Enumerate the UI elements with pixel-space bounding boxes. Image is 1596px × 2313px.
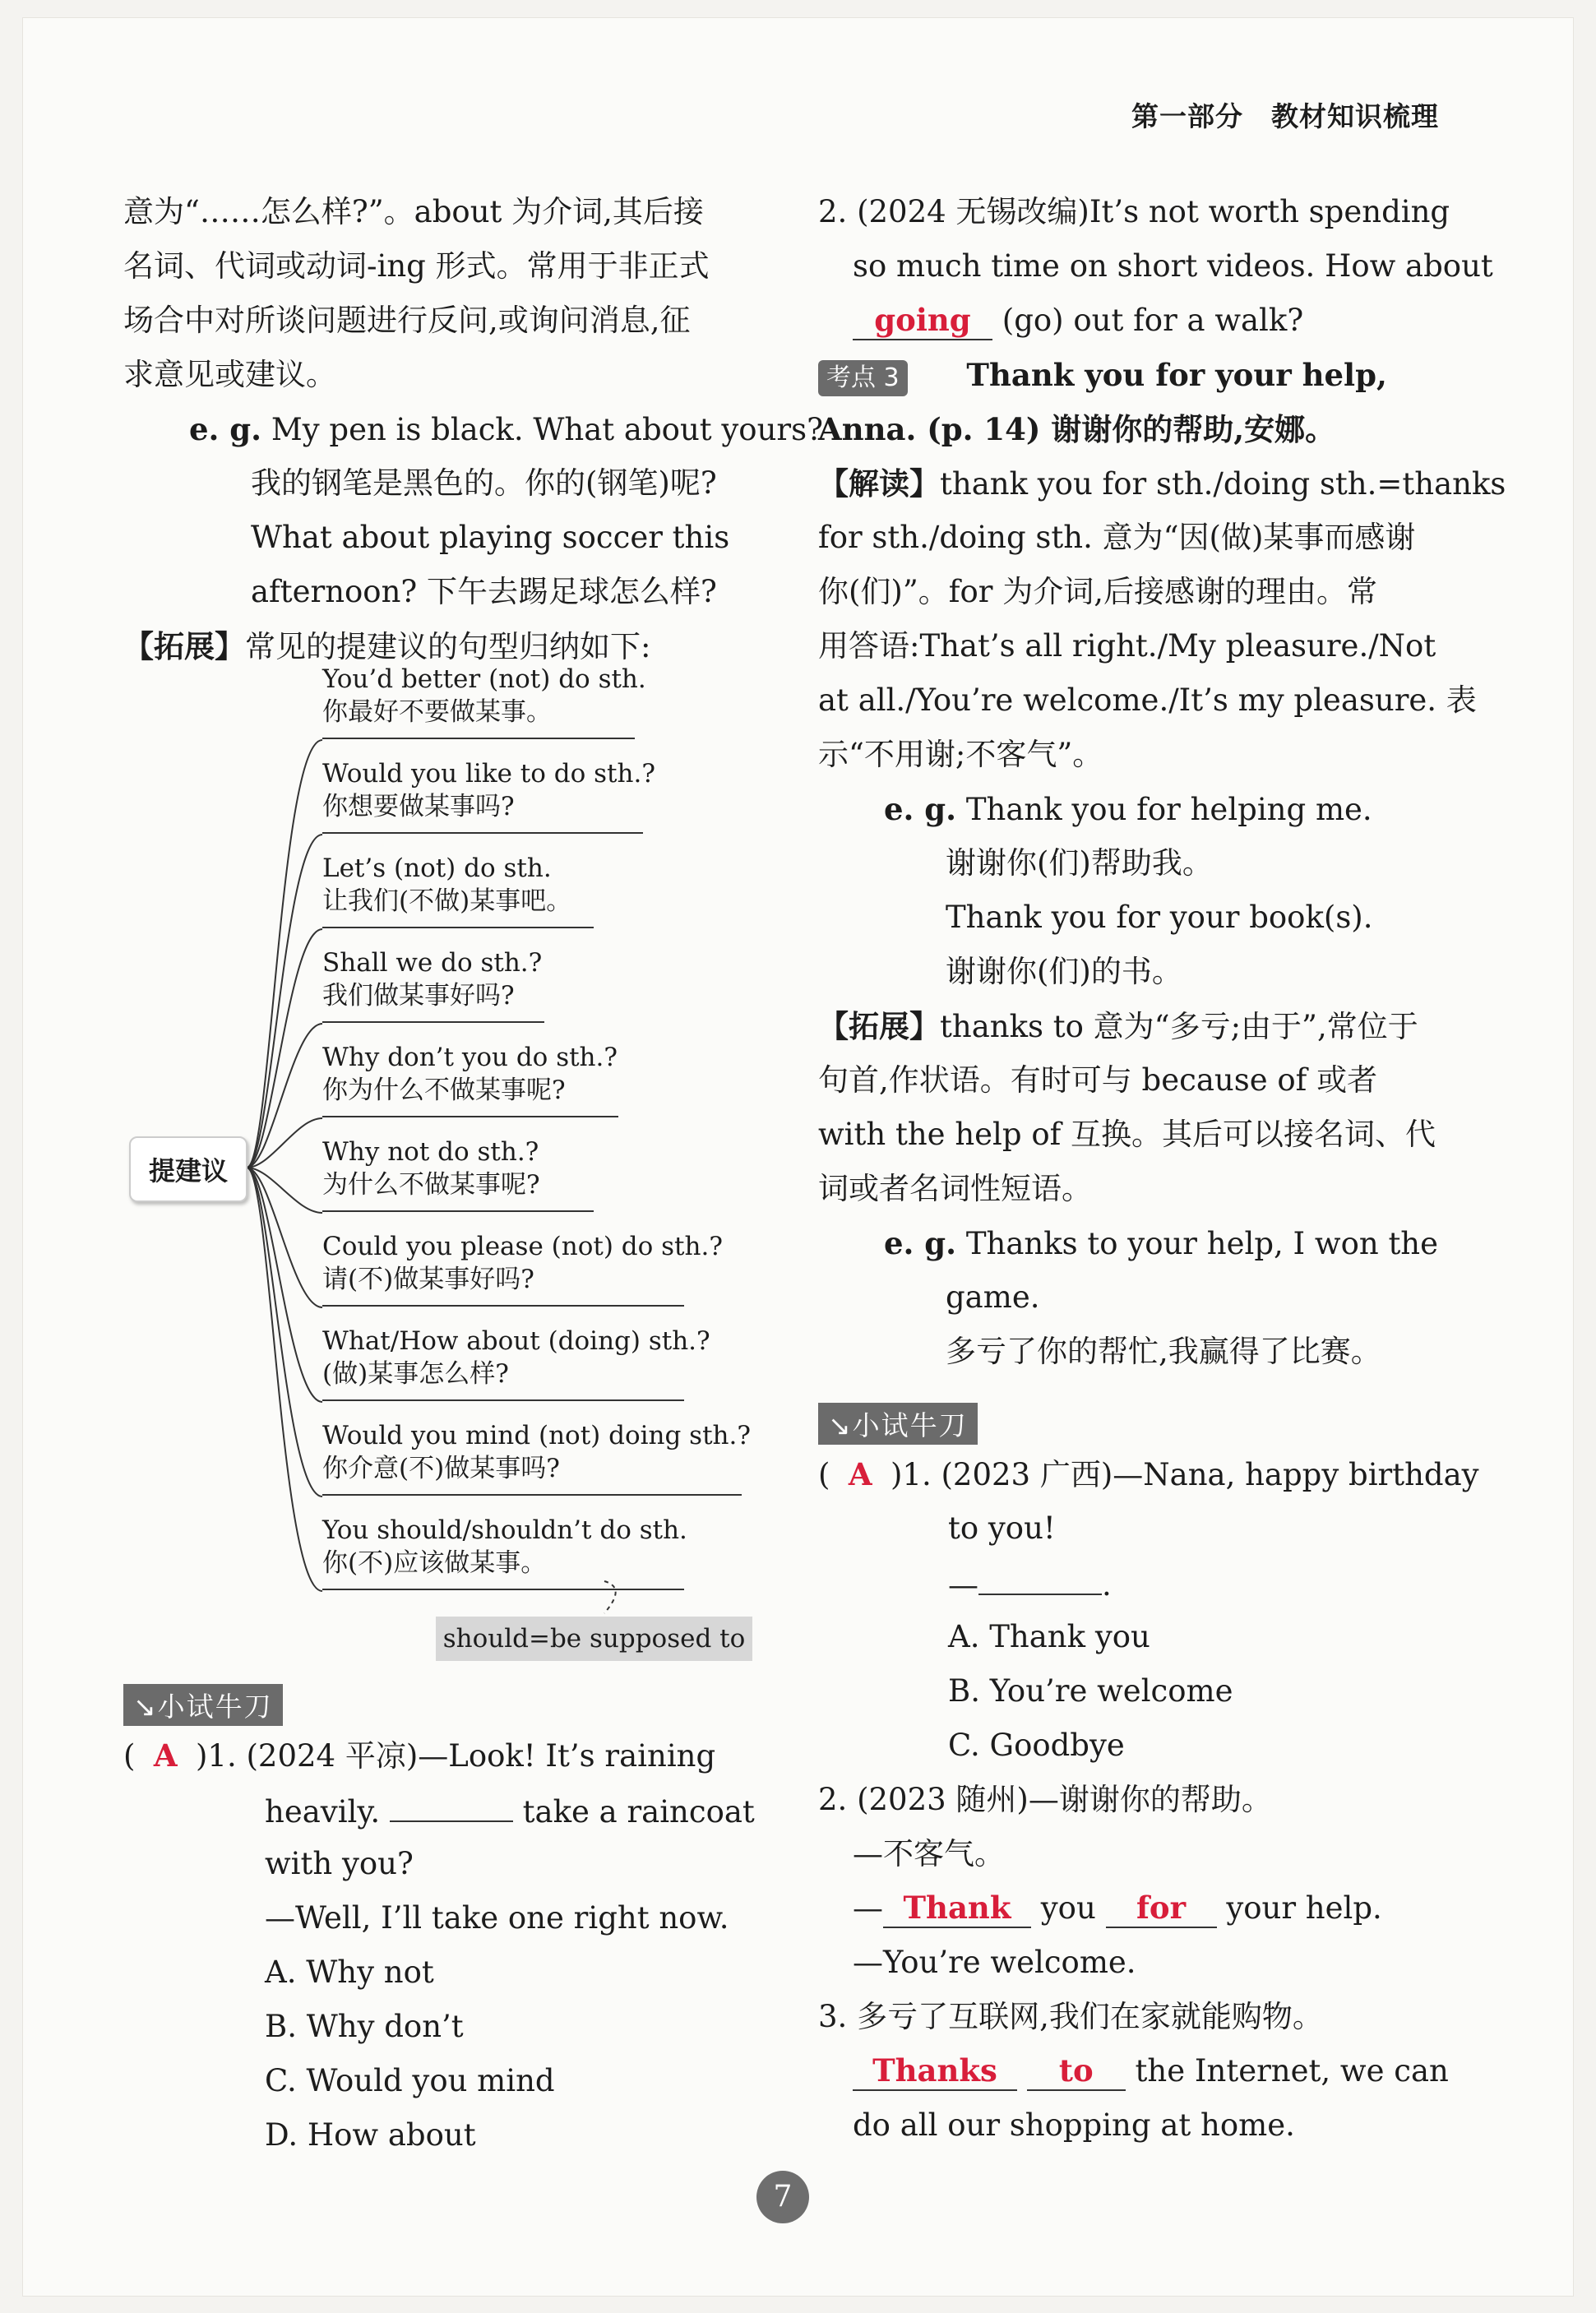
question-line: [818, 1447, 1479, 1501]
kaodian-line: [818, 348, 1451, 402]
question-2-line: 2. (2024 无锡改编)It’s not worth spending: [818, 194, 1450, 229]
example-text: Thank you for helping me.: [965, 792, 1372, 827]
practice-tag: ↘小试牛刀: [818, 1403, 978, 1445]
practice-tag: ↘小试牛刀: [123, 1684, 283, 1726]
eg-label: e. g.: [189, 411, 262, 447]
answer-blank[interactable]: [390, 1783, 513, 1822]
mindmap-item: [322, 1041, 618, 1107]
answer: A: [153, 1737, 178, 1774]
practice-tag-right: [818, 1403, 978, 1445]
mindmap-underline: [322, 1305, 684, 1307]
option-b[interactable]: B. You’re welcome: [948, 1673, 1233, 1709]
example-line: What about playing soccer this: [251, 520, 730, 555]
intro-line: 场合中对所谈问题进行反问,或询问消息,征: [123, 303, 691, 338]
answer: A: [848, 1456, 872, 1492]
mindmap-item-cn: 请(不)做某事好吗?: [322, 1265, 534, 1294]
intro-line: 意为“……怎么样?”。about 为介词,其后接: [123, 194, 704, 229]
mindmap-item-en: Why not do sth.?: [322, 1137, 539, 1167]
eg-label: e. g.: [884, 1225, 957, 1261]
question-line: 3. 多亏了互联网,我们在家就能购物。: [818, 1999, 1323, 2034]
page-number: 7: [756, 2171, 809, 2223]
kaodian-label: 考点: [826, 363, 876, 392]
example-line: Thank you for your book(s).: [946, 900, 1373, 935]
question-text: you: [1040, 1890, 1096, 1926]
explain-label: 【解读】: [818, 465, 940, 502]
question-line: —不客气。: [853, 1836, 1005, 1871]
explain-line: for sth./doing sth. 意为“因(做)某事而感谢: [818, 520, 1416, 555]
option-b[interactable]: B. Why don’t: [265, 2009, 464, 2044]
mindmap-item: [322, 1230, 723, 1296]
question-stem: )1. (2023 广西)—Nana, happy birthday: [890, 1457, 1479, 1492]
page-header: 第一部分 教材知识梳理: [1131, 100, 1439, 132]
mindmap-item-cn: 为什么不做某事呢?: [322, 1170, 540, 1200]
mindmap-item: [322, 1136, 540, 1201]
mindmap-item-cn: 你介意(不)做某事吗?: [322, 1454, 560, 1483]
option-c[interactable]: C. Goodbye: [948, 1728, 1125, 1763]
answer-blank[interactable]: going: [853, 301, 992, 340]
mindmap-item-cn: 你为什么不做某事呢?: [322, 1076, 566, 1105]
example-line: [818, 782, 1451, 836]
question-2-line: [818, 294, 1451, 348]
explain-line: 你(们)”。for 为介词,后接感谢的理由。常: [818, 574, 1377, 609]
question-line: [818, 2044, 1451, 2098]
answer-blank[interactable]: [978, 1556, 1102, 1595]
practice-tag-left: [123, 1684, 283, 1726]
mindmap-underline: [322, 1399, 684, 1401]
mindmap-item-cn: 你(不)应该做某事。: [322, 1548, 547, 1578]
explain-line: at all./You’re welcome./It’s my pleasure. 表: [818, 682, 1477, 718]
example-line: 谢谢你(们)帮助我。: [946, 845, 1213, 881]
question-2-line: so much time on short videos. How about: [853, 248, 1493, 284]
example-line: game.: [946, 1279, 1040, 1315]
explain-line: 用答语:That’s all right./My pleasure./Not: [818, 628, 1436, 664]
mindmap-item-cn: 你想要做某事吗?: [322, 792, 515, 821]
intro-line: 名词、代词或动词-ing 形式。常用于非正式: [123, 248, 710, 284]
example-line: [818, 1216, 1451, 1270]
mindmap-item-en: Shall we do sth.?: [322, 948, 543, 978]
dash: —: [948, 1567, 978, 1603]
question-line: [123, 1728, 756, 1783]
mindmap-item-en: Let’s (not) do sth.: [322, 853, 552, 883]
question-text: your help.: [1226, 1890, 1382, 1926]
question-line: 2. (2023 随州)—谢谢你的帮助。: [818, 1782, 1272, 1817]
question-text: (go) out for a walk?: [1002, 303, 1304, 338]
example-line: 我的钢笔是黑色的。你的(钢笔)呢?: [251, 465, 717, 501]
answer-blank[interactable]: Thanks: [853, 2052, 1017, 2091]
eg-label: e. g.: [884, 791, 957, 827]
option-a[interactable]: A. Thank you: [948, 1619, 1150, 1654]
question-line: do all our shopping at home.: [853, 2107, 1295, 2143]
explain-line: [818, 456, 1506, 511]
example-text: My pen is black. What about yours?: [271, 412, 823, 447]
expand-line: [818, 999, 1451, 1053]
expand-line: 句首,作状语。有时可与 because of 或者: [818, 1062, 1378, 1098]
expand-line: with the help of 互换。其后可以接名词、代: [818, 1117, 1436, 1152]
example-line: 谢谢你(们)的书。: [946, 954, 1182, 989]
example-line: 多亏了你的帮忙,我赢得了比赛。: [946, 1334, 1381, 1369]
answer-blank[interactable]: to: [1027, 2052, 1126, 2091]
right-column: [818, 185, 1506, 1379]
kaodian-number: 3: [883, 363, 900, 392]
mindmap-item-en: Would you like to do sth.?: [322, 759, 655, 789]
question-text: the Internet, we can: [1135, 2053, 1449, 2089]
mindmap-item-en: Why don’t you do sth.?: [322, 1043, 618, 1072]
mindmap-note: should=be supposed to: [436, 1617, 752, 1661]
mindmap-underline: [322, 1589, 684, 1590]
mindmap-item-cn: 我们做某事好吗?: [322, 981, 515, 1011]
question-text: heavily.: [265, 1794, 381, 1830]
question-line: —You’re welcome.: [853, 1945, 1136, 1980]
mindmap-item: [322, 757, 655, 823]
expand-label: 【拓展】: [123, 628, 245, 664]
intro-line: 求意见或建议。: [123, 357, 336, 392]
mindmap-item-cn: (做)某事怎么样?: [322, 1359, 509, 1389]
option-c[interactable]: C. Would you mind: [265, 2063, 555, 2098]
question-line: to you!: [948, 1510, 1056, 1546]
question-line: [818, 1556, 1451, 1610]
question-line: with you?: [265, 1846, 414, 1881]
mindmap-underline: [322, 1210, 594, 1212]
answer-blank[interactable]: for: [1106, 1889, 1217, 1928]
paren: (: [123, 1738, 136, 1774]
expand-line: 词或者名词性短语。: [818, 1171, 1092, 1206]
mindmap-item: [322, 1419, 751, 1485]
explain-text: thank you for sth./doing sth.=thanks: [940, 466, 1506, 502]
question-line: —Well, I’ll take one right now.: [265, 1900, 729, 1936]
mindmap-item: [322, 1325, 710, 1390]
mindmap-item-en: You should/shouldn’t do sth.: [322, 1515, 687, 1545]
kaodian-title: Thank you for your help,: [966, 357, 1387, 393]
option-d[interactable]: D. How about: [265, 2117, 476, 2153]
mindmap-underline: [322, 738, 635, 739]
mindmap-item-en: You’d better (not) do sth.: [322, 664, 646, 694]
question-text: take a raincoat: [522, 1794, 755, 1830]
mindmap-item-en: Could you please (not) do sth.?: [322, 1232, 723, 1261]
mindmap-underline: [322, 1116, 618, 1117]
mindmap-item: [322, 1514, 687, 1580]
mindmap-item: [322, 663, 646, 729]
kaodian-badge: [818, 360, 908, 396]
mindmap-underline: [322, 927, 594, 928]
option-a[interactable]: A. Why not: [265, 1954, 434, 1990]
question-line: — Thank you for your help.: [818, 1881, 1451, 1936]
mindmap-item-cn: 让我们(不做)某事吧。: [322, 886, 572, 916]
example-text: Thanks to your help, I won the: [965, 1226, 1439, 1261]
mindmap-item-cn: 你最好不要做某事。: [322, 697, 552, 727]
mindmap-item-en: Would you mind (not) doing sth.?: [322, 1421, 751, 1450]
mindmap-underline: [322, 832, 643, 834]
expand-text: thanks to 意为“多亏;由于”,常位于: [940, 1009, 1418, 1044]
question-line: [123, 1783, 756, 1837]
mindmap-item: [322, 852, 571, 918]
mindmap-item: [322, 946, 542, 1012]
expand-label: 【拓展】: [818, 1008, 940, 1044]
question-stem: )1. (2024 平凉)—Look! It’s raining: [195, 1738, 716, 1774]
mindmap-root: 提建议: [129, 1136, 247, 1202]
mindmap-underline: [322, 1021, 544, 1023]
practice-right: [818, 1447, 1479, 2153]
example-line: afternoon? 下午去踢足球怎么样?: [251, 574, 717, 609]
kaodian-title-line2: Anna. (p. 14) 谢谢你的帮助,安娜。: [818, 411, 1336, 447]
explain-line: 示“不用谢;不客气”。: [818, 737, 1103, 772]
mindmap-underline: [322, 1494, 742, 1496]
mindmap-item-en: What/How about (doing) sth.?: [322, 1326, 710, 1356]
answer-blank[interactable]: Thank: [883, 1889, 1031, 1928]
paren: (: [818, 1457, 830, 1492]
period: .: [1102, 1567, 1112, 1603]
question-1-left: [123, 1728, 756, 2163]
expand-text: 常见的提建议的句型归纳如下:: [245, 629, 651, 664]
